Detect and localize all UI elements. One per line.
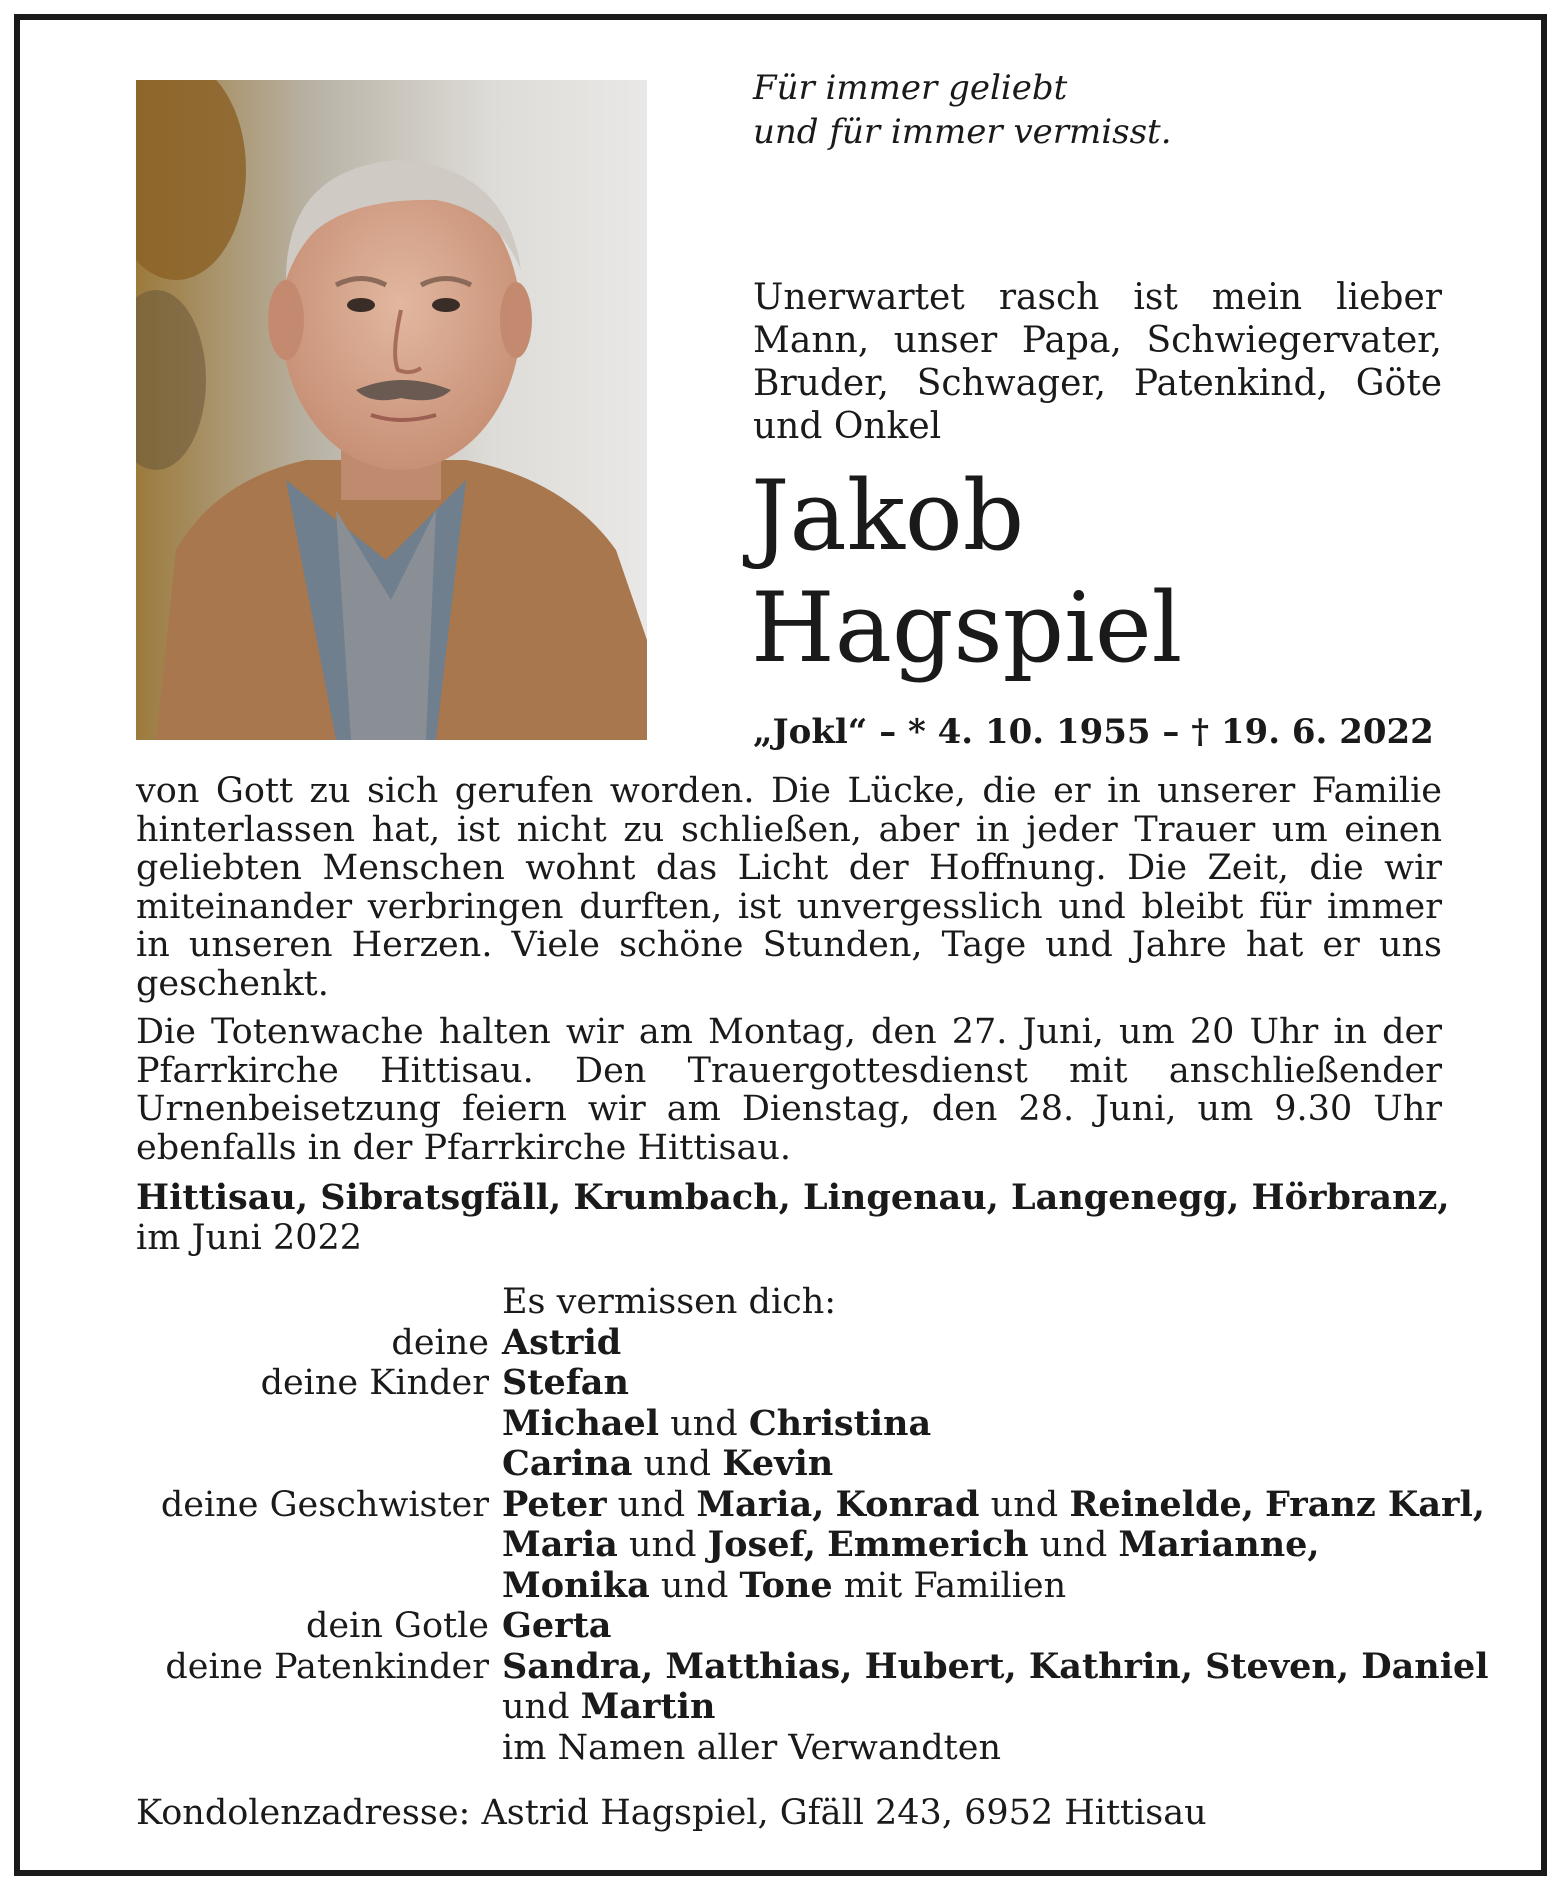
mourner-row-children	[136, 1363, 1466, 1404]
notice-date: im Juni 2022	[136, 1218, 363, 1258]
motto	[753, 66, 1473, 154]
mourner-label: deine Geschwister	[160, 1484, 489, 1525]
mourners-heading: Es vermissen dich:	[502, 1282, 837, 1322]
place-and-date	[136, 1178, 1456, 1258]
mourner-row-godfather	[136, 1606, 1466, 1647]
mourner-name: Sandra, Matthias, Hubert, Kathrin, Steven, Daniel	[502, 1645, 1489, 1687]
mourner-row-godchildren-2: und Martin	[502, 1686, 716, 1727]
deceased-name	[751, 460, 1471, 684]
mourner-row-siblings-2: Maria und Josef, Emmerich und Marianne,	[502, 1524, 1320, 1565]
first-name: Jakob	[751, 460, 1025, 572]
mourner-name: Stefan	[502, 1362, 629, 1403]
mourners-heading-row	[136, 1282, 1466, 1323]
portrait-illustration	[136, 80, 647, 740]
mourner-label: dein Gotle	[306, 1606, 489, 1646]
paragraph-funeral-details: Die Totenwache halten wir am Montag, den 27. Juni, um 20 Uhr in der Pfarrkirche Hittisau. Den Trauergottesdienst mit anschließender Urnenbeisetzung feiern wir am Dienstag, den 28. Juni, um 9.30 Uhr ebenfalls in der Pfarrkirche Hittisau.	[136, 1012, 1442, 1168]
mourner-name: Christina	[748, 1402, 932, 1444]
mourner-name: Michael	[502, 1402, 660, 1444]
main-text	[136, 772, 1442, 1177]
paragraph-tribute: von Gott zu sich gerufen worden. Die Lücke, die er in unserer Familie hinterlassen hat, ist nicht zu schließen, aber in jeder Trauer um einen geliebten Menschen wohnt das Licht der Hoffnung. Die Zeit, die wir miteinander verbringen durften, ist unvergesslich und bleibt für immer in unseren Herzen. Viele schöne Stunden, Tage und Jahre hat er uns geschenkt.	[136, 771, 1442, 1004]
towns: Hittisau, Sibratsgfäll, Krumbach, Lingenau, Langenegg, Hörbranz,	[136, 1177, 1450, 1218]
mourner-row-siblings-3: Monika und Tone mit Familien	[502, 1564, 1067, 1606]
mourner-row-siblings: deine Geschwister Peter und Maria, Konrad und Reinelde, Franz Karl,	[136, 1485, 1466, 1526]
motto-line-1: Für immer geliebt	[753, 68, 1068, 108]
condolence-address: Kondolenzadresse: Astrid Hagspiel, Gfäll 243, 6952 Hittisau	[136, 1793, 1207, 1833]
intro-text: Unerwartet rasch ist mein lieber Mann, unser Papa, Schwiegervater, Bruder, Schwager, Patenkind, Göte und Onkel	[753, 277, 1442, 447]
mourner-row-godchildren	[136, 1645, 1489, 1688]
obituary-notice	[14, 14, 1547, 1876]
mourner-row-relatives	[136, 1728, 1466, 1769]
mourner-label: deine	[391, 1322, 489, 1363]
mourner-name: Martin	[580, 1686, 716, 1727]
relatives-line: im Namen aller Verwandten	[502, 1727, 1001, 1768]
mourner-name: Gerta	[502, 1605, 612, 1646]
mourner-label: deine Kinder	[260, 1363, 489, 1403]
mourner-name: Carina	[502, 1443, 633, 1484]
mourner-row-children-2: Michael und Christina	[502, 1402, 932, 1444]
mourner-name: Kevin	[722, 1443, 834, 1484]
mourner-row-wife	[136, 1323, 1466, 1364]
mourners-list	[136, 1282, 1489, 1768]
mourner-label: deine Patenkinder	[165, 1646, 489, 1687]
mourner-row-children-3: Carina und Kevin	[502, 1443, 834, 1484]
mourner-name: Astrid	[502, 1321, 622, 1363]
life-dates: „Jokl“ – * 4. 10. 1955 – † 19. 6. 2022	[753, 712, 1434, 752]
last-name: Hagspiel	[751, 572, 1183, 684]
portrait-photo	[136, 80, 647, 740]
motto-line-2: und für immer vermisst.	[753, 112, 1172, 152]
